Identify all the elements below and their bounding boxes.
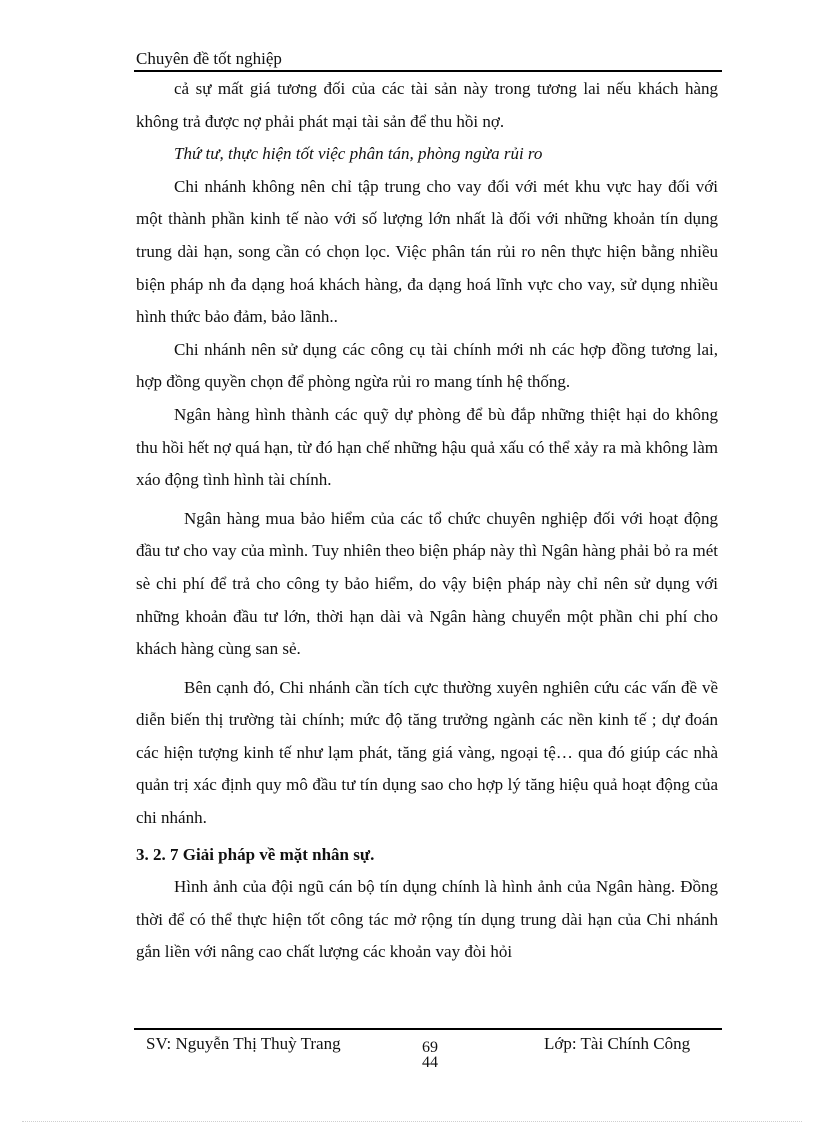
paragraph-diversification: Chi nhánh không nên chỉ tập trung cho vay đối với mét khu vực hay đối với một thành phần kinh tế nào với số lượng lớn nhất là đối với những khoản tín dụng trung dài hạn, song cần có chọn lọc. Việc phân tán rủi ro nên thực hiện bằng nhiều biện pháp nh đa dạng hoá khách hàng, đa dạng hoá lĩnh vực cho vay, sử dụng nhiều hình thức bảo đảm, bảo lãnh.. — [136, 176, 718, 327]
paragraph-financial-tools: Chi nhánh nên sử dụng các công cụ tài chính mới nh các hợp đồng tương lai, hợp đồng quyền chọn để phòng ngừa rủi ro mang tính hệ thống. — [136, 339, 718, 392]
page-number-primary: 69 — [422, 1039, 438, 1056]
page-number-secondary: 44 — [422, 1054, 438, 1071]
italic-subheading: Thứ tư, thực hiện tốt việc phân tán, phòng ngừa rủi ro — [174, 144, 543, 164]
page-number — [410, 1040, 450, 1070]
footer-class-name: Lớp: Tài Chính Công — [544, 1034, 691, 1053]
paragraph-continuation: cả sự mất giá tương đối của các tài sản này trong tương lai nếu khách hàng không trả được nợ phải phát mại tài sản để thu hồi nợ. — [136, 79, 718, 131]
paragraph-personnel: Hình ảnh của đội ngũ cán bộ tín dụng chính là hình ảnh của Ngân hàng. Đồng thời để có thể thực hiện tốt công tác mở rộng tín dụng trung dài hạn của Chi nhánh gắn liền với nâng cao chất lượng các khoản vay đòi hỏi — [136, 877, 718, 962]
paragraph-insurance: Ngân hàng mua bảo hiểm của các tổ chức chuyên nghiệp đối với hoạt động đầu tư cho vay của mình. Tuy nhiên theo biện pháp này thì Ngân hàng phải bỏ ra mét sè chi phí để trả cho công ty bảo hiểm, do vậy biện pháp này chỉ nên sử dụng với những khoản đầu tư lớn, thời hạn dài và Ngân hàng chuyển một phần chi phí cho khách hàng cùng san sẻ. — [136, 508, 718, 659]
page-bottom-border — [22, 1121, 802, 1122]
header-title: Chuyên đề tốt nghiệp — [136, 49, 282, 68]
header-rule — [134, 70, 722, 72]
footer-student-name: SV: Nguyễn Thị Thuỳ Trang — [146, 1034, 341, 1053]
footer-rule — [134, 1028, 722, 1030]
section-heading: 3. 2. 7 Giải pháp về mặt nhân sự. — [136, 844, 375, 864]
paragraph-reserve-funds: Ngân hàng hình thành các quỹ dự phòng để bù đắp những thiệt hại do không thu hồi hết nợ quá hạn, từ đó hạn chế những hậu quả xấu có thể xảy ra mà không làm xáo động tình hình tài chính. — [136, 404, 718, 490]
paragraph-market-research: Bên cạnh đó, Chi nhánh cần tích cực thường xuyên nghiên cứu các vấn đề về diễn biến thị trường tài chính; mức độ tăng trưởng ngành các nền kinh tế ; dự đoán các hiện tượng kinh tế như lạm phát, tăng giá vàng, ngoại tệ… qua đó giúp các nhà quản trị xác định quy mô đầu tư tín dụng sao cho hợp lý tăng hiệu quả hoạt động của chi nhánh. — [136, 677, 718, 828]
body-text — [136, 73, 718, 969]
